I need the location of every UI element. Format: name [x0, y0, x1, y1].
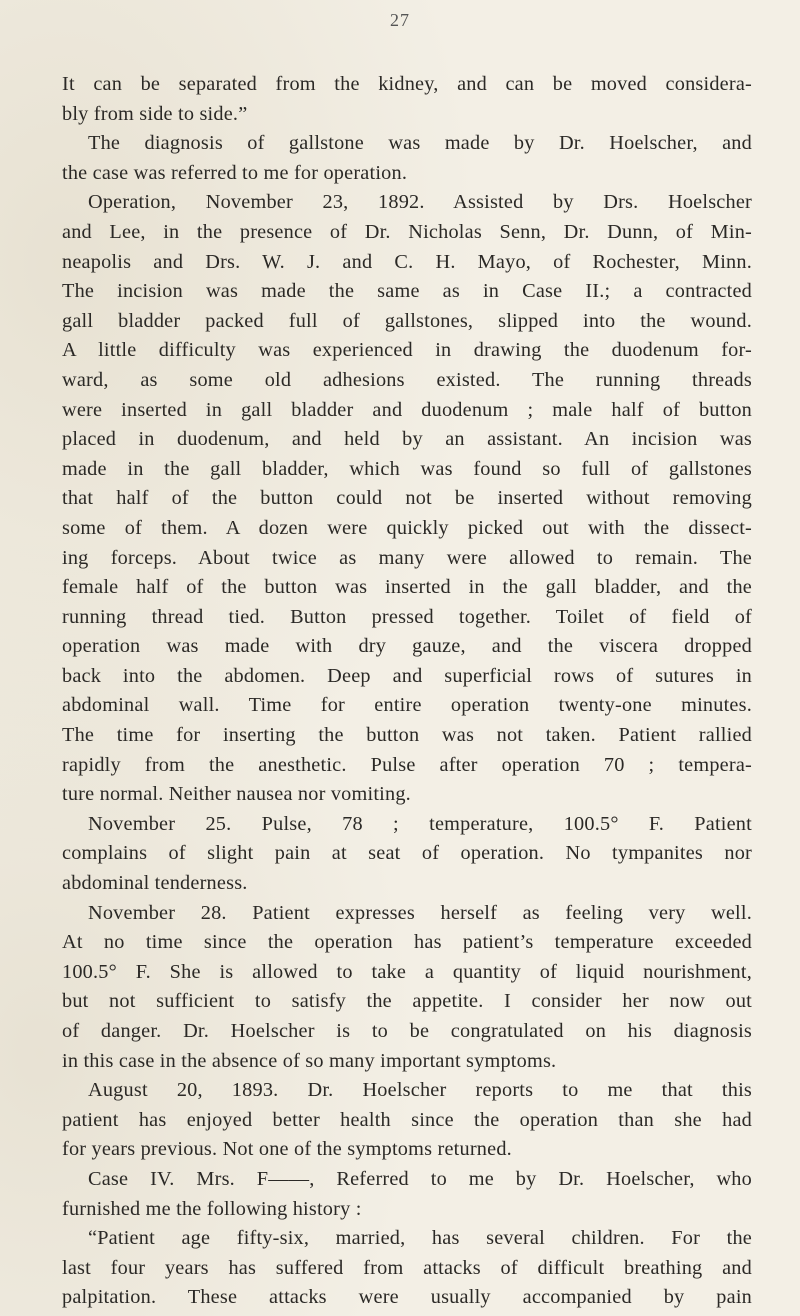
text-line: last four years has suffered from attacks of difficult breathing and: [62, 1256, 752, 1279]
text-line: were inserted in gall bladder and duodenum ; male half of button: [62, 398, 752, 421]
text-line: bly from side to side.”: [62, 102, 248, 125]
body-text: [62, 70, 752, 1313]
text-line: complains of slight pain at seat of operation. No tympanites nor: [62, 842, 752, 865]
text-line: of danger. Dr. Hoelscher is to be congratulated on his diagnosis: [62, 1020, 752, 1042]
text-line: furnished me the following history :: [62, 1197, 362, 1220]
text-line: abdominal wall. Time for entire operation twenty-one minutes.: [62, 694, 752, 717]
text-line: neapolis and Drs. W. J. and C. H. Mayo, of Rochester, Minn.: [62, 250, 752, 273]
page-number: 27: [390, 10, 410, 30]
text-line: ing forceps. About twice as many were allowed to remain. The: [62, 546, 752, 569]
text-line: female half of the button was inserted in the gall bladder, and the: [62, 576, 752, 599]
text-line: A little difficulty was experienced in drawing the duodenum for-: [62, 339, 752, 362]
text-line: some of them. A dozen were quickly picked out with the dissect-: [62, 516, 752, 539]
text-line: but not sufficient to satisfy the appetite. I consider her now out: [62, 990, 752, 1013]
text-line: that half of the button could not be inserted without removing: [62, 487, 752, 510]
text-line: palpitation. These attacks were usually accompanied by pain: [62, 1286, 752, 1309]
text-line: abdominal tenderness.: [62, 872, 248, 895]
text-line: At no time since the operation has patient’s temperature exceeded: [62, 931, 752, 954]
text-line: Case IV. Mrs. F——, Referred to me by Dr. Hoelscher, who: [88, 1167, 752, 1190]
text-line: The incision was made the same as in Case II.; a contracted: [62, 280, 752, 303]
text-line: It can be separated from the kidney, and can be moved considera-: [62, 73, 752, 95]
text-line: November 28. Patient expresses herself as feeling very well.: [88, 901, 752, 924]
text-line: the case was referred to me for operation.: [62, 161, 408, 184]
text-line: for years previous. Not one of the symptoms returned.: [62, 1138, 512, 1161]
text-line: and Lee, in the presence of Dr. Nicholas Senn, Dr. Dunn, of Min-: [62, 220, 752, 243]
text-line: The time for inserting the button was not taken. Patient rallied: [62, 724, 752, 747]
text-line: Operation, November 23, 1892. Assisted by Drs. Hoelscher: [88, 191, 752, 214]
text-line: August 20, 1893. Dr. Hoelscher reports to me that this: [88, 1079, 752, 1102]
text-line: running thread tied. Button pressed together. Toilet of field of: [62, 605, 752, 628]
text-line: operation was made with dry gauze, and the viscera dropped: [62, 635, 752, 658]
text-line: in this case in the absence of so many important symptoms.: [62, 1049, 557, 1072]
text-line: ture normal. Neither nausea nor vomiting.: [62, 783, 411, 806]
text-line: back into the abdomen. Deep and superficial rows of sutures in: [62, 664, 752, 687]
text-line: November 25. Pulse, 78 ; temperature, 100.5° F. Patient: [88, 812, 752, 835]
text-line: patient has enjoyed better health since the operation than she had: [62, 1108, 752, 1131]
text-line: placed in duodenum, and held by an assistant. An incision was: [62, 428, 752, 451]
text-line: 100.5° F. She is allowed to take a quantity of liquid nourishment,: [62, 960, 752, 983]
text-line: “Patient age fifty-six, married, has several children. For the: [88, 1227, 752, 1250]
text-line: ward, as some old adhesions existed. The running threads: [62, 368, 752, 391]
text-line: The diagnosis of gallstone was made by Dr. Hoelscher, and: [88, 132, 752, 155]
text-line: gall bladder packed full of gallstones, slipped into the wound.: [62, 309, 752, 332]
text-line: rapidly from the anesthetic. Pulse after operation 70 ; tempera-: [62, 753, 752, 776]
text-line: made in the gall bladder, which was found so full of gallstones: [62, 457, 752, 480]
